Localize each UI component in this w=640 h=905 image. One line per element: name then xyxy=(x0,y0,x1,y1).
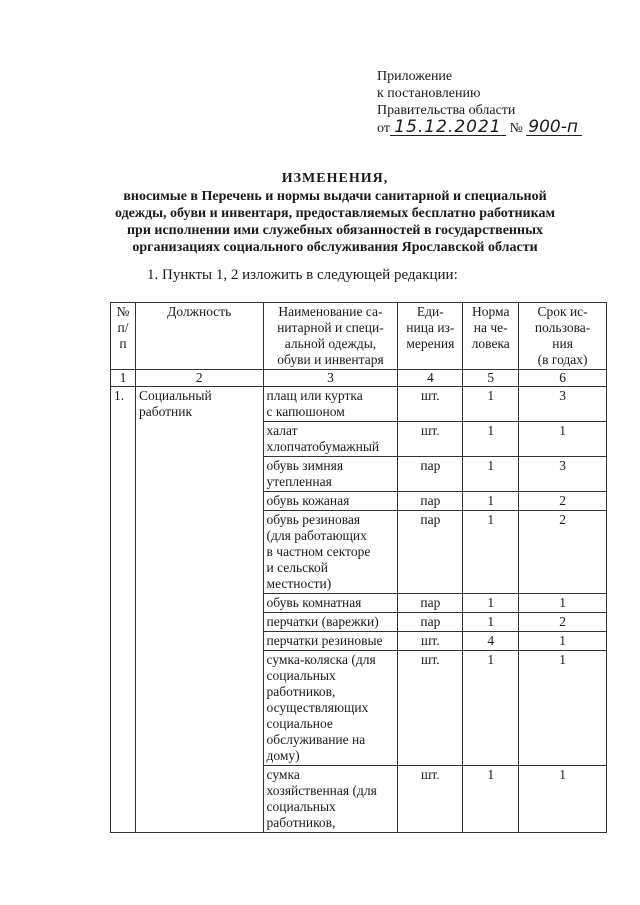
item-term-cell: 3 xyxy=(519,387,607,422)
handwritten-number: 900-п xyxy=(526,119,582,136)
item-unit-cell: шт. xyxy=(398,632,463,651)
header-cell-6: Срок ис- пользова- ния (в годах) xyxy=(519,303,607,370)
subtitle-line-4: организациях социального обслуживания Ярославской области xyxy=(132,240,538,255)
item-unit-cell: пар xyxy=(398,594,463,613)
table-row xyxy=(111,387,607,422)
row-number-cell: 1. xyxy=(111,387,136,833)
header-cell-2: Должность xyxy=(135,303,263,370)
ot-label: от xyxy=(377,121,390,136)
attachment-line-1: Приложение xyxy=(377,69,453,84)
item-term-cell: 2 xyxy=(519,492,607,511)
item-name-cell: плащ или куртка с капюшоном xyxy=(263,387,398,422)
item-name-cell: обувь кожаная xyxy=(263,492,398,511)
column-number-1: 1 xyxy=(111,370,136,387)
attachment-line-3: Правительства области xyxy=(377,103,516,118)
subtitle-line-3: при исполнении ими служебных обязанностей в государственных xyxy=(126,223,543,238)
item-name-cell: перчатки (варежки) xyxy=(263,613,398,632)
item-name-cell: обувь резиновая (для работающих в частном секторе и сельской местности) xyxy=(263,511,398,594)
item-norm-cell: 1 xyxy=(463,422,519,457)
column-number-2: 2 xyxy=(135,370,263,387)
item-unit-cell: шт. xyxy=(398,422,463,457)
attachment-block xyxy=(377,68,582,137)
item-norm-cell: 1 xyxy=(463,594,519,613)
norms-table xyxy=(110,302,607,833)
item-unit-cell: пар xyxy=(398,457,463,492)
item-term-cell: 1 xyxy=(519,632,607,651)
item-name-cell: обувь комнатная xyxy=(263,594,398,613)
item-term-cell: 2 xyxy=(519,511,607,594)
column-number-6: 6 xyxy=(519,370,607,387)
item-norm-cell: 1 xyxy=(463,492,519,511)
handwritten-date: 15.12.2021 xyxy=(390,119,506,136)
item-name-cell: сумка-коляска (для социальных работников, осуществляющих социальное обслуживание на дому) xyxy=(263,651,398,766)
item-term-cell: 1 xyxy=(519,594,607,613)
item-norm-cell: 1 xyxy=(463,457,519,492)
attachment-date-line xyxy=(377,119,582,137)
item-name-cell: обувь зимняя утепленная xyxy=(263,457,398,492)
attachment-line-2: к постановлению xyxy=(377,86,481,101)
intro-paragraph: 1. Пункты 1, 2 изложить в следующей редакции: xyxy=(147,267,458,283)
item-norm-cell: 1 xyxy=(463,387,519,422)
item-name-cell: халат хлопчатобумажный xyxy=(263,422,398,457)
item-norm-cell: 1 xyxy=(463,511,519,594)
item-norm-cell: 4 xyxy=(463,632,519,651)
item-unit-cell: шт. xyxy=(398,387,463,422)
item-term-cell: 2 xyxy=(519,613,607,632)
item-norm-cell: 1 xyxy=(463,613,519,632)
item-unit-cell: шт. xyxy=(398,766,463,833)
table-header-row xyxy=(111,303,607,370)
header-cell-5: Норма на че- ловека xyxy=(463,303,519,370)
position-cell: Социальный работник xyxy=(135,387,263,833)
column-number-row xyxy=(111,370,607,387)
header-cell-4: Еди- ница из- мерения xyxy=(398,303,463,370)
number-sign: № xyxy=(509,121,523,136)
item-unit-cell: пар xyxy=(398,511,463,594)
column-number-5: 5 xyxy=(463,370,519,387)
subtitle-line-2: одежды, обуви и инвентаря, предоставляемых бесплатно работникам xyxy=(114,206,556,221)
column-number-4: 4 xyxy=(398,370,463,387)
item-unit-cell: пар xyxy=(398,613,463,632)
item-name-cell: перчатки резиновые xyxy=(263,632,398,651)
item-name-cell: сумка хозяйственная (для социальных работников, xyxy=(263,766,398,833)
header-cell-3: Наименование са- нитарной и специ- альной одежды, обуви и инвентаря xyxy=(263,303,398,370)
document-subtitle xyxy=(100,188,570,256)
column-number-3: 3 xyxy=(263,370,398,387)
item-norm-cell: 1 xyxy=(463,651,519,766)
item-term-cell: 3 xyxy=(519,457,607,492)
document-title: ИЗМЕНЕНИЯ, xyxy=(281,171,389,186)
item-term-cell: 1 xyxy=(519,422,607,457)
item-unit-cell: пар xyxy=(398,492,463,511)
item-term-cell: 1 xyxy=(519,766,607,833)
subtitle-line-1: вносимые в Перечень и нормы выдачи санитарной и специальной xyxy=(123,189,547,204)
item-norm-cell: 1 xyxy=(463,766,519,833)
item-term-cell: 1 xyxy=(519,651,607,766)
header-cell-1: № п/п xyxy=(111,303,136,370)
item-unit-cell: шт. xyxy=(398,651,463,766)
